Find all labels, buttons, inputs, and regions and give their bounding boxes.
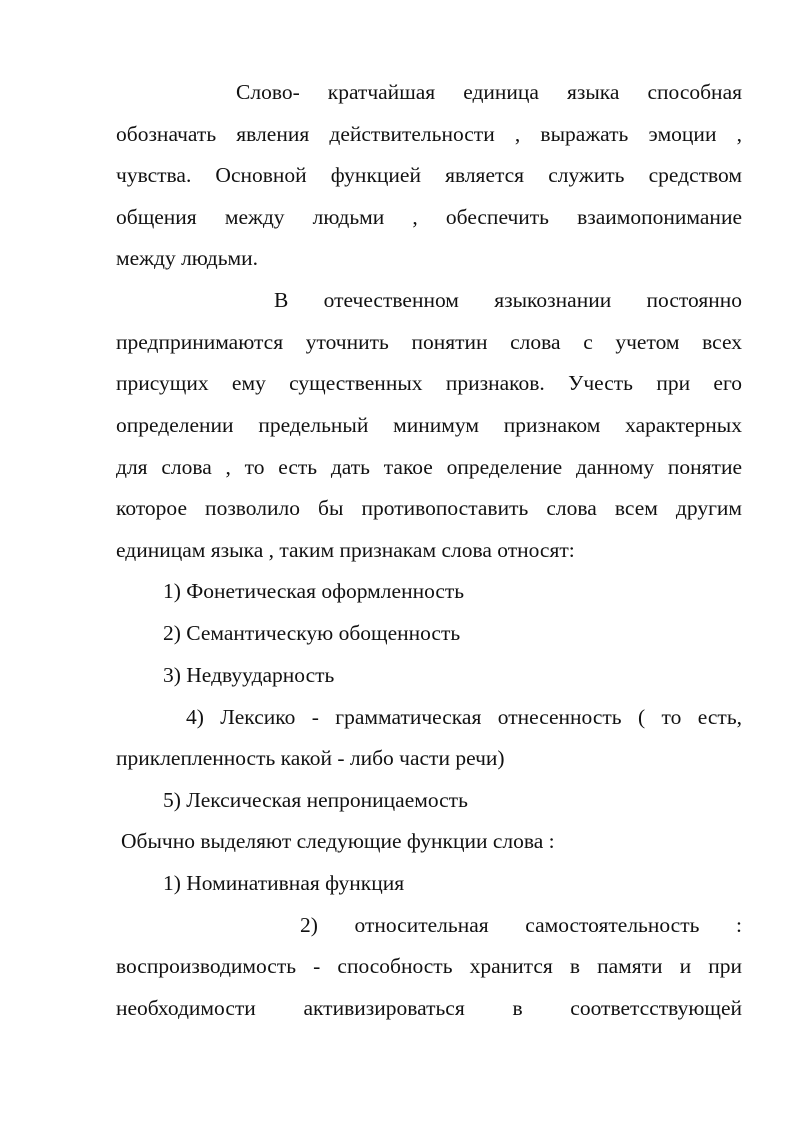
function-item-2-line-2: воспроизводимость - способность хранится в памяти и при [116, 954, 742, 978]
function-item-2-line-3: необходимости активизироваться в соответсствующей [116, 996, 742, 1020]
paragraph-1-line-1: Слово- кратчайшая единица языка способная [236, 80, 742, 104]
paragraph-2-line-5: для слова , то есть дать такое определение данному понятие [116, 455, 742, 479]
paragraph-2-line-1: В отечественном языкознании постоянно [274, 288, 742, 312]
paragraph-2-line-6: которое позволило бы противопоставить слова всем другим [116, 496, 742, 520]
paragraph-2-line-3: присущих ему существенных признаков. Учесть при его [116, 371, 742, 395]
list-item-5: 5) Лексическая непроницаемость [163, 788, 468, 812]
paragraph-2-line-4: определении предельный минимум признаком характерных [116, 413, 742, 437]
functions-heading: Обычно выделяют следующие функции слова : [121, 829, 555, 853]
paragraph-1-line-3: чувства. Основной функцией является служить средством [116, 163, 742, 187]
paragraph-1-line-5: между людьми. [116, 246, 258, 270]
function-item-1: 1) Номинативная функция [163, 871, 405, 895]
paragraph-1-line-2: обозначать явления действительности , выражать эмоции , [116, 122, 742, 146]
list-item-1: 1) Фонетическая оформленность [163, 579, 465, 603]
function-item-2-line-1: 2) относительная самостоятельность : [300, 913, 742, 937]
list-item-3: 3) Недвуударность [163, 663, 335, 687]
list-item-4-line-1: 4) Лексико - грамматическая отнесенность ( то есть, [186, 705, 742, 729]
list-item-2: 2) Семантическую обощенность [163, 621, 461, 645]
paragraph-2-line-7: единицам языка , таким признакам слова относят: [116, 538, 575, 562]
paragraph-1-line-4: общения между людьми , обеспечить взаимопонимание [116, 205, 742, 229]
list-item-4-line-2: приклепленность какой - либо части речи) [116, 746, 505, 770]
paragraph-2-line-2: предпринимаются уточнить понятин слова с учетом всех [116, 330, 742, 354]
